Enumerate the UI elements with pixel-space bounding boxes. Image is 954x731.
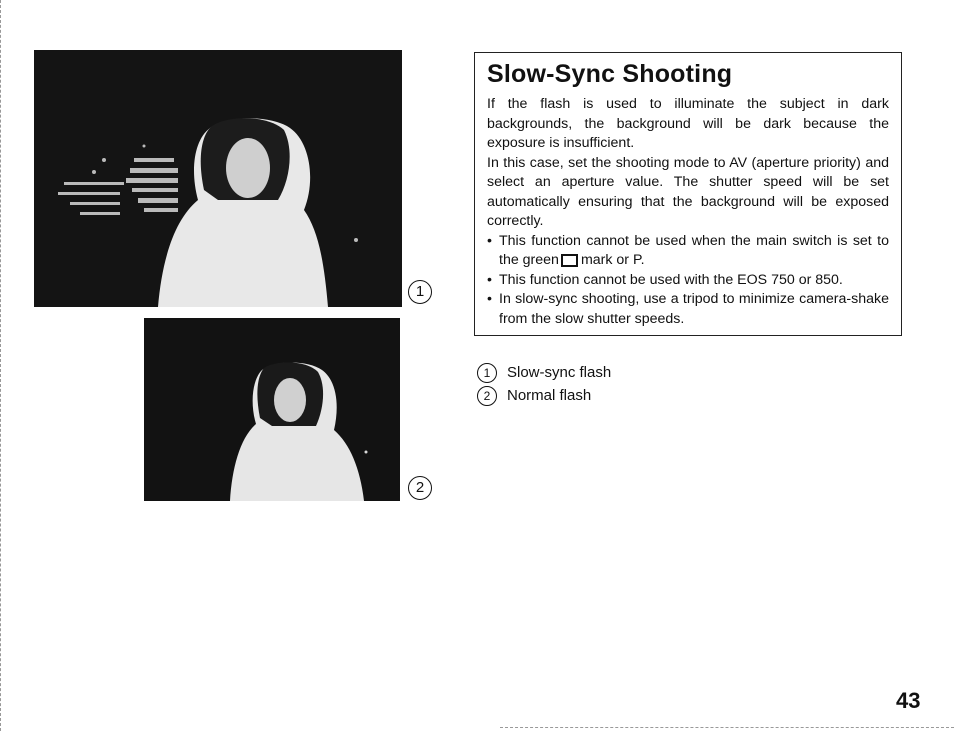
intro-paragraph: If the flash is used to illuminate the subject in dark backgrounds, the background will be dark because the exposure is insufficient. [487,96,889,151]
note-item [487,290,889,329]
caption-label: Normal flash [507,387,592,404]
note-text-after: mark or P. [580,252,645,268]
caption-item [477,384,611,407]
notes-list [487,232,889,330]
photo-number-2: 2 [408,476,432,500]
page-edge-rule [0,0,2,731]
slow-sync-flash-photo [34,50,402,307]
bullet-icon: • [487,291,492,307]
note-item [487,271,889,291]
caption-number: 2 [477,386,497,406]
note-item [487,232,889,271]
green-zone-mark-icon [561,254,578,267]
normal-flash-photo [144,318,400,501]
slow-sync-info-box [474,52,902,336]
note-text-before: This function cannot be used when the main switch is set to the green [499,232,889,268]
page-number: 43 [896,688,921,713]
photo-captions [477,361,611,407]
caption-number: 1 [477,363,497,383]
instruction-paragraph: In this case, set the shooting mode to AV (aperture priority) and select an aperture value. The shutter speed will be set automatically ensuring that the background will be exposed correctly. [487,154,889,229]
section-title: Slow-Sync Shooting [487,60,733,88]
note-text: In slow-sync shooting, use a tripod to minimize camera-shake from the slow shutter speeds. [499,291,889,327]
caption-item [477,361,611,384]
bottom-rule [500,727,954,728]
bullet-icon: • [487,232,492,249]
bullet-icon: • [487,271,492,288]
note-text: This function cannot be used with the EOS 750 or 850. [499,271,843,288]
photo-number-1: 1 [408,280,432,304]
caption-label: Slow-sync flash [507,364,612,381]
